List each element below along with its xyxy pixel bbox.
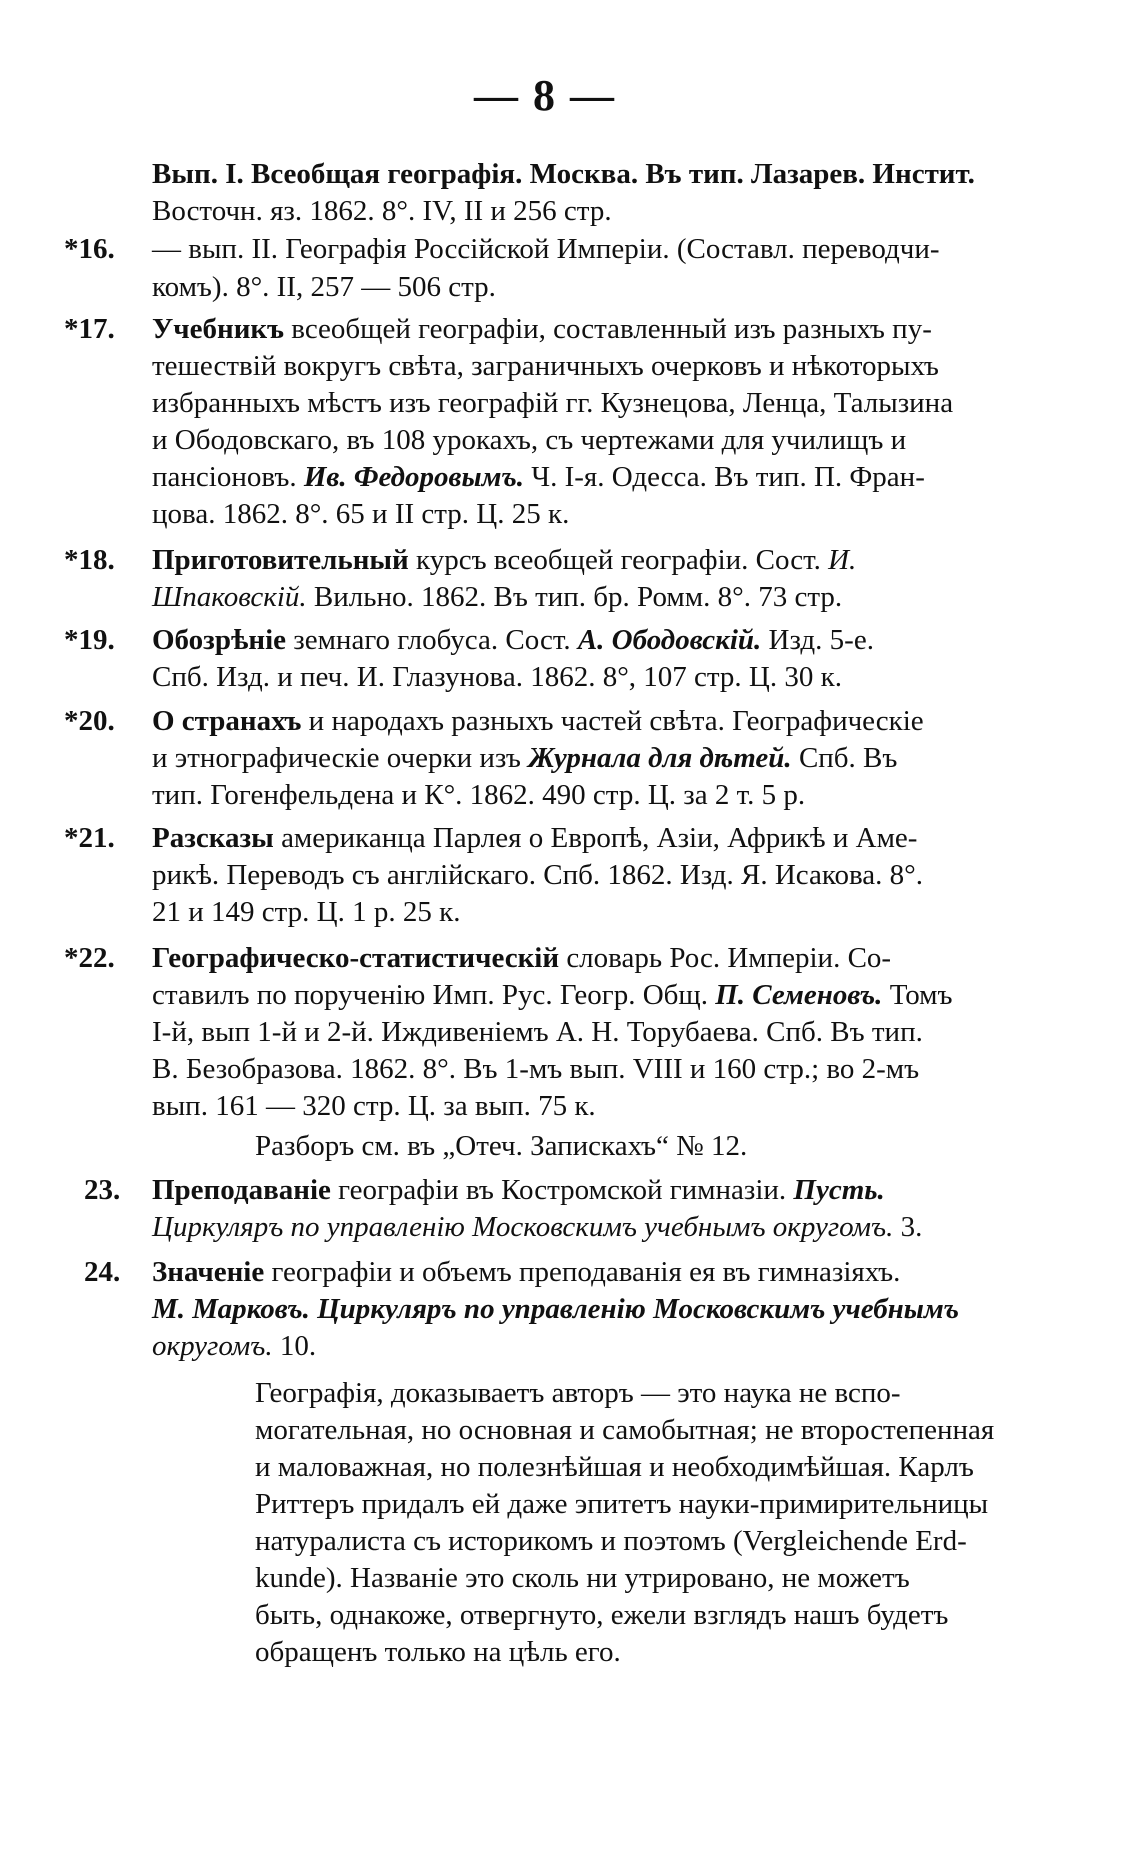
entry-text: географіи и объемъ преподаванія ея въ гимназіяхъ. [264,1256,901,1288]
entry-title: Приготовительный [152,544,409,576]
entry-text: Изд. 5-е. [761,624,874,656]
entry-title: Географическо-статистическій [152,942,560,974]
entry-author: Шпаковскій. [152,581,307,613]
entry-text: ставилъ по порученію Имп. Рус. Геогр. Общ. [152,979,716,1011]
entry-text: Томъ [882,979,953,1011]
entry-line [152,496,569,532]
entry-line [152,894,460,930]
entry-line [152,1328,316,1364]
entry-text: Вильно. 1862. Въ тип. бр. Ромм. 8°. 73 стр. [306,581,843,613]
entry-line [152,1014,923,1050]
entry-source: округомъ. [152,1330,273,1362]
paragraph-line: обращенъ только на цѣль его. [255,1636,621,1668]
entry-line [152,459,925,495]
paragraph-line: kunde). Названіе это сколь ни утрировано, не можетъ [255,1562,910,1594]
review-reference: Разборъ см. въ „Отеч. Запискахъ“ № 12. [255,1130,748,1162]
page-number: — 8 — [474,71,616,120]
entry-text: 21 и 149 стр. Ц. 1 р. 25 к. [152,896,461,928]
entry-number: *16. [64,233,115,265]
entry-text: пансіоновъ. [152,461,304,493]
entry-line [152,1291,959,1327]
entry-title: Преподаваніе [152,1174,331,1206]
entry-text: — вып. II. Географія Россійской Имперіи. (Составл. переводчи- [152,233,940,265]
entry-text: географіи въ Костромской гимназіи. [330,1174,794,1206]
entry-line [152,1172,885,1208]
entry-line [152,1209,922,1245]
entry-text: Спб. Изд. и печ. И. Глазунова. 1862. 8°, 107 стр. Ц. 30 к. [152,661,842,693]
entry-line [152,659,842,695]
entry-text: и этнографическіе очерки изъ [152,742,529,774]
entry-text: тип. Гогенфельдена и К°. 1862. 490 стр. Ц. за 2 т. 5 р. [152,779,806,811]
entry-author: И. [828,544,857,576]
entry-text: рикѣ. Переводъ съ англійскаго. Спб. 1862. Изд. Я. Исакова. 8°. [152,859,924,891]
entry-line [152,740,897,776]
entry-line [152,156,975,192]
entry-text: Спб. Въ [791,742,898,774]
entry-text: Вып. I. Всеобщая географія. Москва. Въ тип. Лазарев. Инстит. [152,158,975,190]
entry-line [152,820,917,856]
entry-number: *17. [64,313,115,345]
entry-line [152,1088,596,1124]
entry-text: Ч. I-я. Одесса. Въ тип. П. Фран- [524,461,925,493]
entry-text: избранныхъ мѣстъ изъ географій гг. Кузнецова, Ленца, Талызина [152,387,954,419]
entry-number: *21. [64,822,115,854]
entry-text: и Ободовскаго, въ 108 урокахъ, съ чертежами для училищъ и [152,424,907,456]
entry-line [152,1254,900,1290]
entry-author: Ив. Федоровымъ. [303,461,525,493]
entry-line [152,231,940,267]
entry-number: *18. [64,544,115,576]
entry-title: О странахъ [152,705,302,737]
entry-text: тешествій вокругъ свѣта, заграничныхъ очерковъ и нѣкоторыхъ [152,350,939,382]
entry-text: Восточн. яз. 1862. 8°. IV, II и 256 стр. [152,195,612,227]
paragraph-line: и маловажная, но полезнѣйшая и необходимѣйшая. Карлъ [255,1451,974,1483]
entry-number: *20. [64,705,115,737]
paragraph-line: натуралиста съ историкомъ и поэтомъ (Vergleichende Erd- [255,1525,967,1557]
entry-line [152,977,953,1013]
entry-number: *19. [64,624,115,656]
entry-text: и народахъ разныхъ частей свѣта. Географическіе [301,705,924,737]
entry-line [152,777,805,813]
entry-number: 23. [84,1174,121,1206]
entry-author: М. Марковъ. Циркуляръ по управленію Московскимъ учебнымъ [152,1293,960,1325]
entry-text: земнаго глобуса. Сост. [286,624,578,656]
entry-text: В. Безобразова. 1862. 8°. Въ 1-мъ вып. VIII и 160 стр.; во 2-мъ [152,1053,920,1085]
entry-source: Циркуляръ по управленію Московскимъ учебнымъ округомъ. [152,1211,894,1243]
entry-title: Разсказы [152,822,274,854]
entry-line [152,542,856,578]
entry-text: 3. [893,1211,923,1243]
entry-text: 10. [272,1330,317,1362]
entry-line [152,385,953,421]
entry-line [152,1051,919,1087]
entry-line [152,348,939,384]
entry-text: американца Парлея о Европѣ, Азіи, Африкѣ и Аме- [273,822,918,854]
entry-line [152,579,842,615]
entry-text: всеобщей географіи, составленный изъ разныхъ пу- [284,313,932,345]
entry-text: I-й, вып 1-й и 2-й. Иждивеніемъ А. Н. Торубаева. Спб. Въ тип. [152,1016,923,1048]
entry-title: Учебникъ [152,313,285,345]
entry-line [152,622,874,658]
entry-line [152,703,924,739]
entry-number: *22. [64,942,115,974]
entry-line [152,193,612,229]
entry-source: Журнала для дѣтей. [528,742,792,774]
paragraph-line: быть, однакоже, отвергнуто, ежели взглядъ нашъ будетъ [255,1599,949,1631]
paragraph-line: Риттеръ придалъ ей даже эпитетъ науки-примирительницы [255,1488,989,1520]
entry-text: цова. 1862. 8°. 65 и II стр. Ц. 25 к. [152,498,570,530]
entry-text: курсъ всеобщей географіи. Сост. [408,544,829,576]
entry-line [152,857,923,893]
paragraph-line: Географія, доказываетъ авторъ — это наука не вспо- [255,1377,901,1409]
entry-text: словарь Рос. Имперіи. Со- [559,942,892,974]
entry-number: 24. [84,1256,121,1288]
entry-author: П. Семеновъ. [715,979,883,1011]
entry-title: Значеніе [152,1256,265,1288]
paragraph-line: могательная, но основная и самобытная; не второстепенная [255,1414,995,1446]
entry-line [152,311,932,347]
entry-author: А. Ободовскій. [577,624,762,656]
entry-title: Обозрѣніе [152,624,286,656]
entry-author: Пусть. [793,1174,885,1206]
entry-text: вып. 161 — 320 стр. Ц. за вып. 75 к. [152,1090,596,1122]
entry-text: комъ). 8°. II, 257 — 506 стр. [152,271,496,303]
entry-line [152,269,496,305]
entry-line [152,422,906,458]
entry-line [152,940,891,976]
